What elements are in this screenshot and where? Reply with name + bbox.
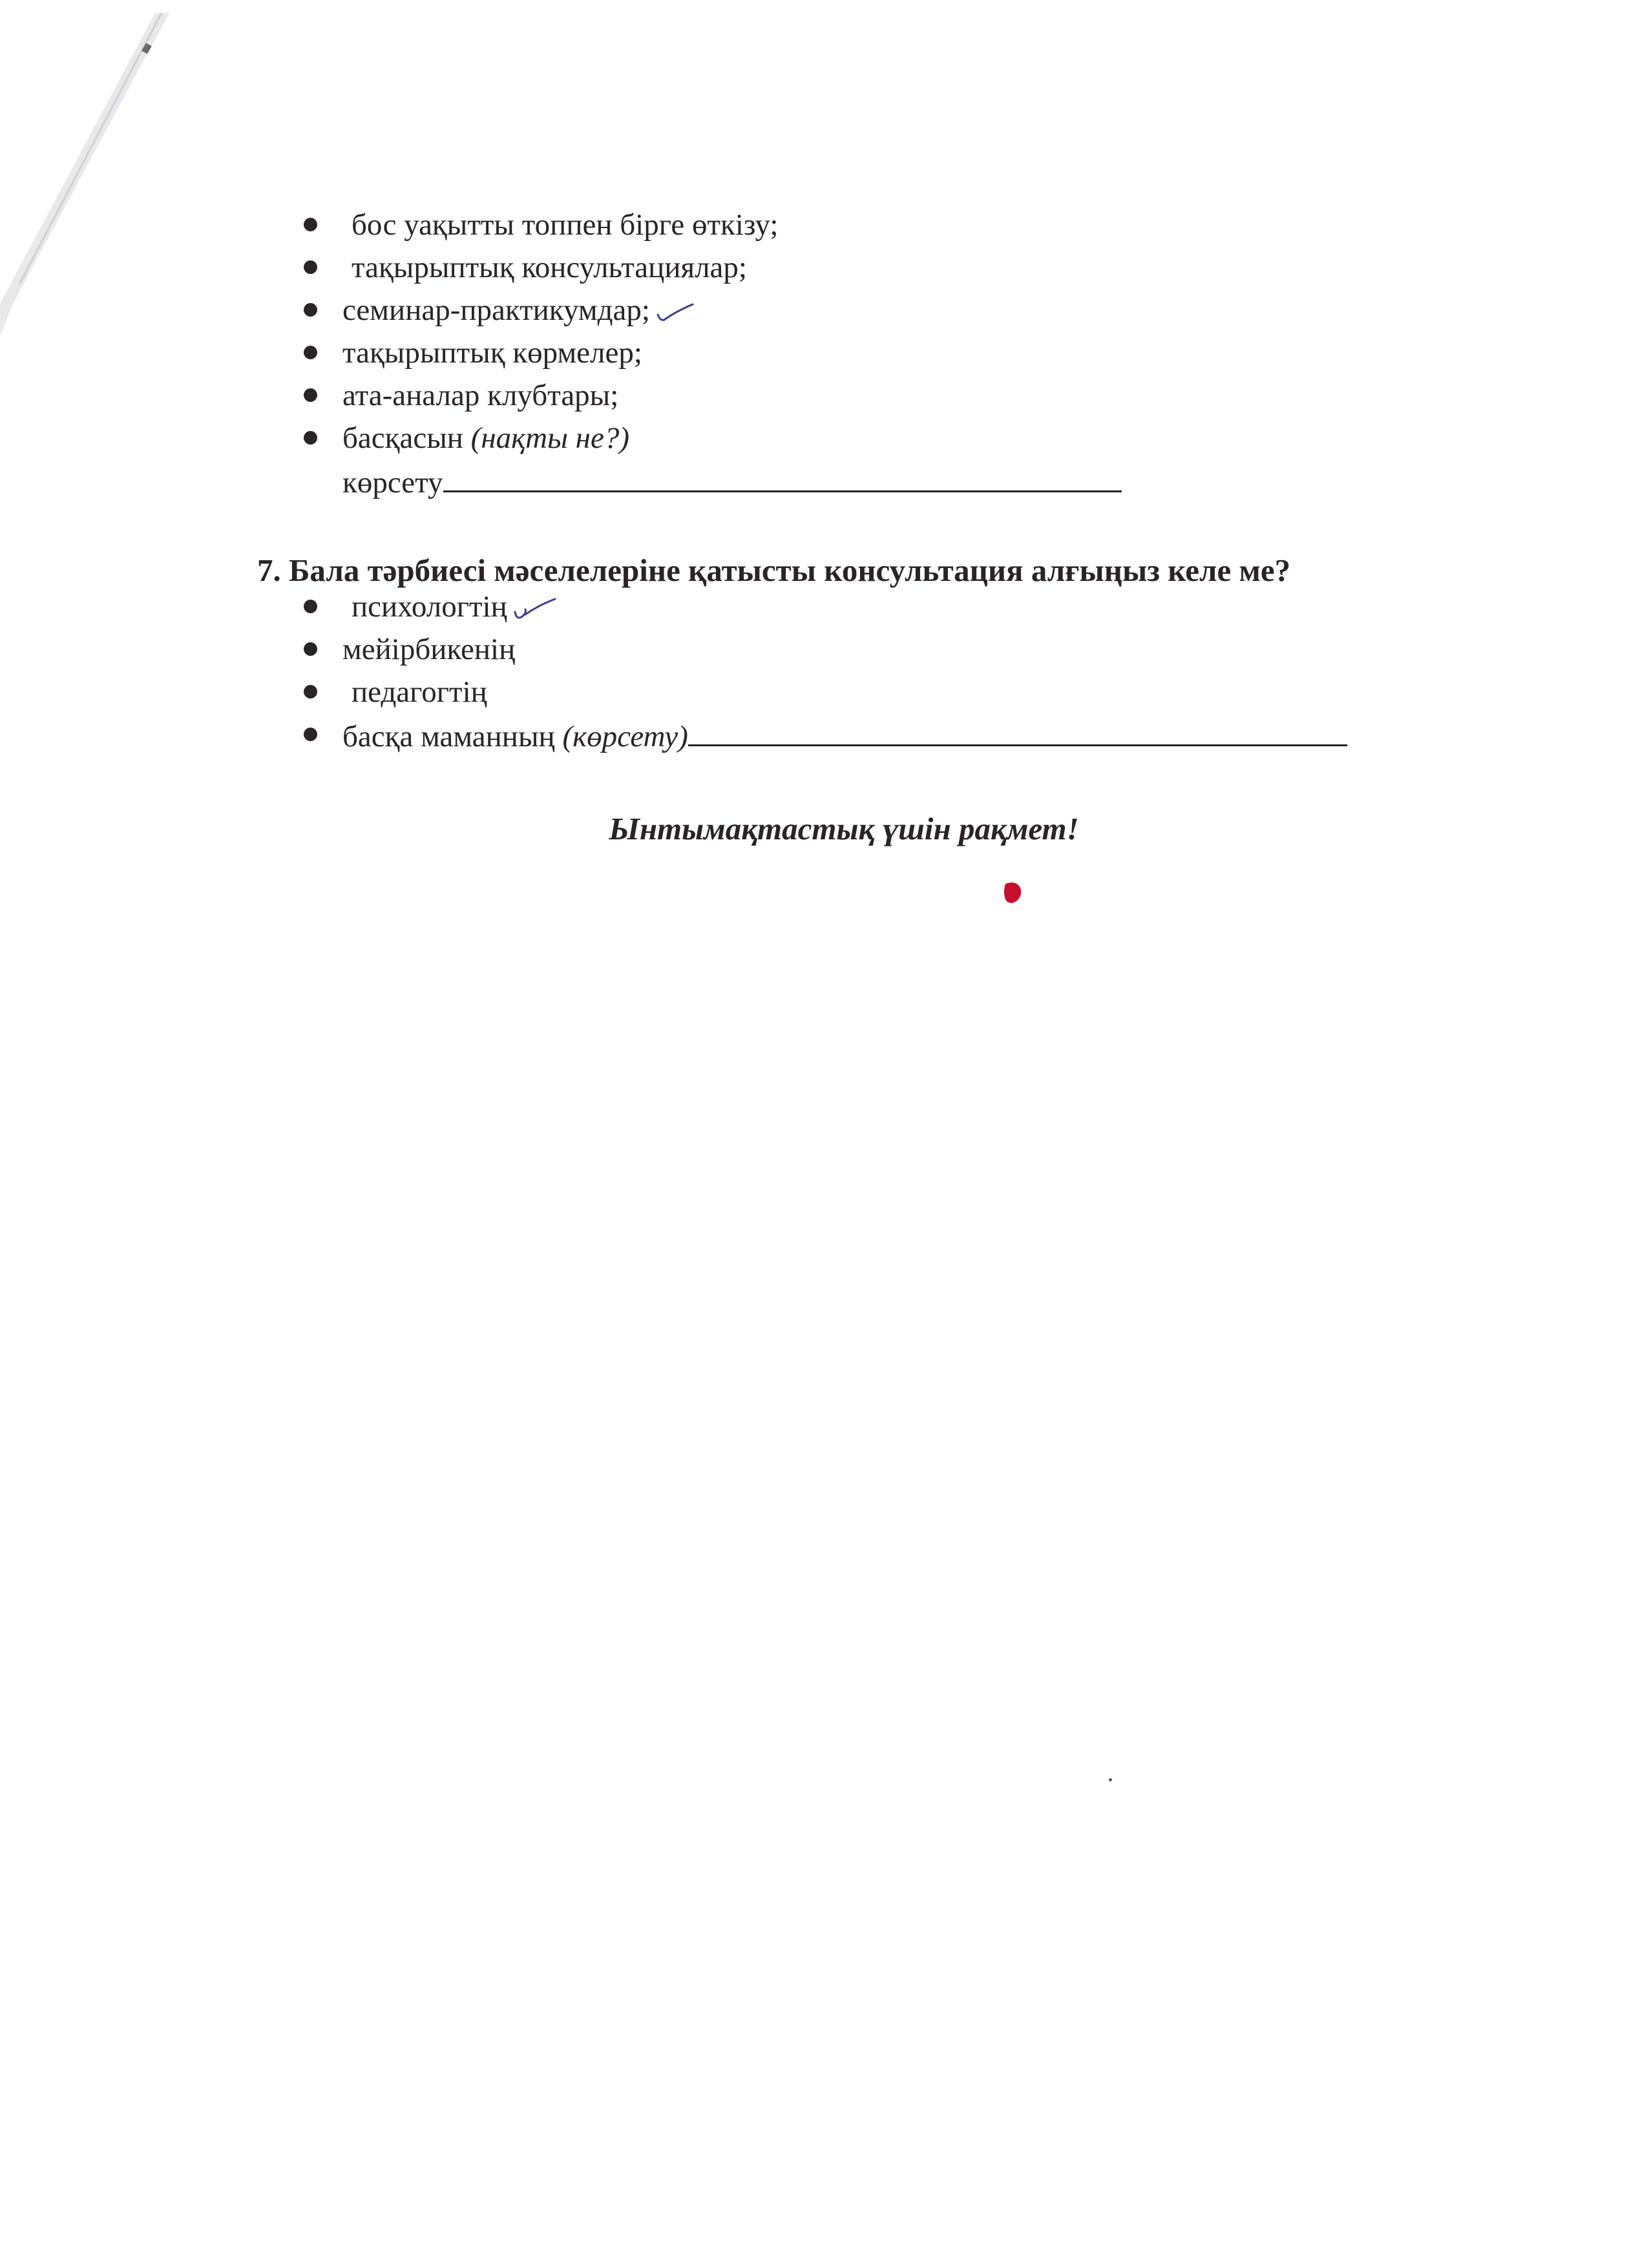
- option-text: тақырыптық көрмелер;: [342, 336, 642, 370]
- bullet-icon: [304, 388, 317, 402]
- other-specialist-blank-line[interactable]: [688, 713, 1347, 746]
- thank-you-note: Ынтымақтастық үшін рақмет!: [609, 811, 1079, 846]
- bullet-icon: [304, 600, 317, 613]
- bullet-icon: [304, 346, 317, 359]
- scan-speck: [1109, 1778, 1112, 1781]
- option-text: тақырыптық консультациялар;: [352, 251, 747, 284]
- option-text: педагогтің: [352, 675, 487, 709]
- option-text: басқасын: [342, 421, 463, 455]
- option-text: ата-аналар клубтары;: [342, 379, 619, 412]
- option-hint: (нақты не?): [470, 421, 629, 455]
- pen-checkmark-icon: [655, 302, 695, 324]
- option-text: басқа маманның: [342, 720, 555, 753]
- bullet-icon: [304, 218, 317, 231]
- option-text: психологтің: [352, 590, 507, 624]
- bullet-icon: [304, 685, 317, 698]
- specify-blank-line[interactable]: [443, 459, 1122, 492]
- bullet-icon: [304, 260, 317, 274]
- red-ink-mark: [1002, 880, 1024, 906]
- option-text: семинар-практикумдар;: [342, 293, 650, 327]
- bullet-icon: [304, 728, 317, 741]
- bullet-icon: [304, 642, 317, 656]
- pen-checkmark-icon: [512, 596, 558, 622]
- bullet-icon: [304, 303, 317, 317]
- scan-edge-shadow: [0, 0, 194, 452]
- option-text: бос уақытты топпен бірге өткізу;: [352, 208, 779, 242]
- question-7: 7. Бала тәрбиесі мәселелеріне қатысты консультация алғыңыз келе ме?: [257, 552, 1291, 588]
- option-hint: (көрсету): [562, 720, 688, 753]
- bullet-icon: [304, 431, 317, 445]
- specify-label: көрсету: [342, 466, 443, 499]
- option-text: мейірбикенің: [342, 633, 516, 666]
